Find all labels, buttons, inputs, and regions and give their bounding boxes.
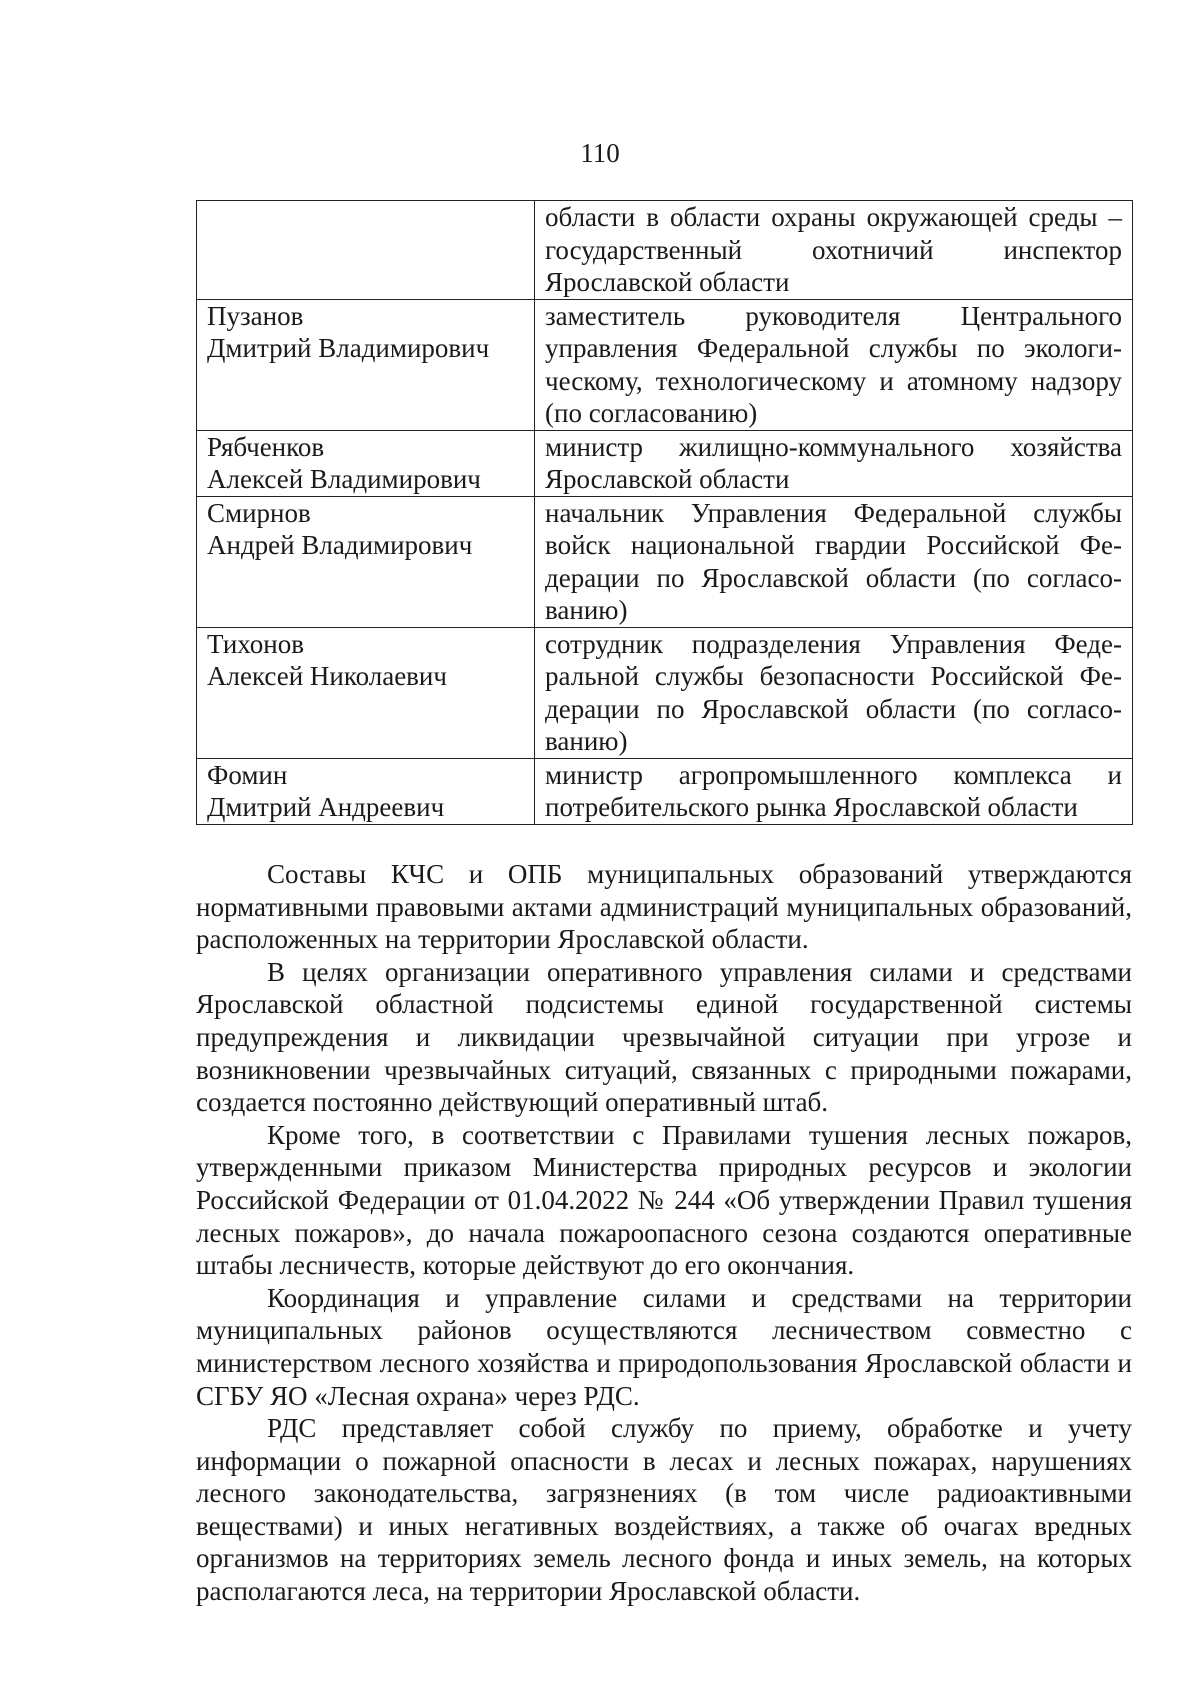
table-row xyxy=(197,496,1133,627)
member-name-cell xyxy=(197,627,535,758)
paragraph: В целях организации оперативного управления силами и средствами Ярославской областной подсистемы единой государственной системы предупреждения и ликвидации чрезвычайной ситуации при угрозе и возникновении чрезвычайных ситуаций, связанных с природными пожарами, создается постоянно действующий оперативный штаб. xyxy=(196,956,1132,1118)
member-given-names: Дмитрий Владимирович xyxy=(207,333,490,363)
member-name-cell xyxy=(197,299,535,430)
member-name-cell xyxy=(197,430,535,496)
member-role-cell: начальник Управления Федеральной службы войск национальной гвардии Российской Федерации по Ярославской области (по согласованию) xyxy=(535,496,1133,627)
commission-members-table xyxy=(196,200,1133,825)
table-row xyxy=(197,430,1133,496)
member-role-cell: области в области охраны окружающей среды – государственный охотничий инспектор Ярославской области xyxy=(535,201,1133,300)
member-given-names: Алексей Николаевич xyxy=(207,661,447,691)
member-given-names: Дмитрий Андреевич xyxy=(207,792,445,822)
member-surname: Пузанов xyxy=(207,300,304,331)
member-given-names: Алексей Владимирович xyxy=(207,464,481,494)
table-row xyxy=(197,201,1133,300)
table-row xyxy=(197,299,1133,430)
member-surname: Смирнов xyxy=(207,497,311,528)
member-role-cell: сотрудник подразделения Управления Федеральной службы безопасности Российской Федерации по Ярославской области (по согласованию) xyxy=(535,627,1133,758)
paragraph: РДС представляет собой службу по приему, обработке и учету информации о пожарной опасности в лесах и лесных пожарах, нарушениях лесного законодательства, загрязнениях (в том числе радиоактивными веществами) и иных негативных воздействиях, а также об очагах вредных организмов на территориях земель лесного фонда и иных земель, на которых располагаются леса, на территории Ярославской области. xyxy=(196,1413,1132,1607)
member-role-cell: министр жилищно-коммунального хозяйства Ярославской области xyxy=(535,430,1133,496)
table-row xyxy=(197,758,1133,824)
paragraph: Координация и управление силами и средствами на территории муниципальных районов осуществляются лесничеством совместно с министерством лесного хозяйства и природопользования Ярославской области и СГБУ ЯО «Лесная охрана» через РДС. xyxy=(196,1282,1132,1411)
member-name-cell xyxy=(197,201,535,300)
member-surname: Рябченков xyxy=(207,431,325,462)
body-text xyxy=(196,858,1132,1608)
paragraph: Составы КЧС и ОПБ муниципальных образований утверждаются нормативными правовыми актами администраций муниципальных образований, расположенных на территории Ярославской области. xyxy=(196,859,1132,955)
paragraph: Кроме того, в соответствии с Правилами тушения лесных пожаров, утвержденными приказом Министерства природных ресурсов и экологии Российской Федерации от 01.04.2022 № 244 «Об утверждении Правил тушения лесных пожаров», до начала пожароопасного сезона создаются оперативные штабы лесничеств, которые действуют до его окончания. xyxy=(196,1119,1132,1281)
member-role-cell: министр агропромышленного комплекса и потребительского рынка Ярославской области xyxy=(535,758,1133,824)
page-number: 110 xyxy=(580,138,620,168)
table-row xyxy=(197,627,1133,758)
member-name-cell xyxy=(197,496,535,627)
member-surname: Фомин xyxy=(207,759,288,790)
member-given-names: Андрей Владимирович xyxy=(207,530,473,560)
member-surname: Тихонов xyxy=(207,628,304,659)
member-name-cell xyxy=(197,758,535,824)
member-role-cell: заместитель руководителя Центрального управления Федеральной службы по экологическому, технологическому и атомному надзору (по согласованию) xyxy=(535,299,1133,430)
